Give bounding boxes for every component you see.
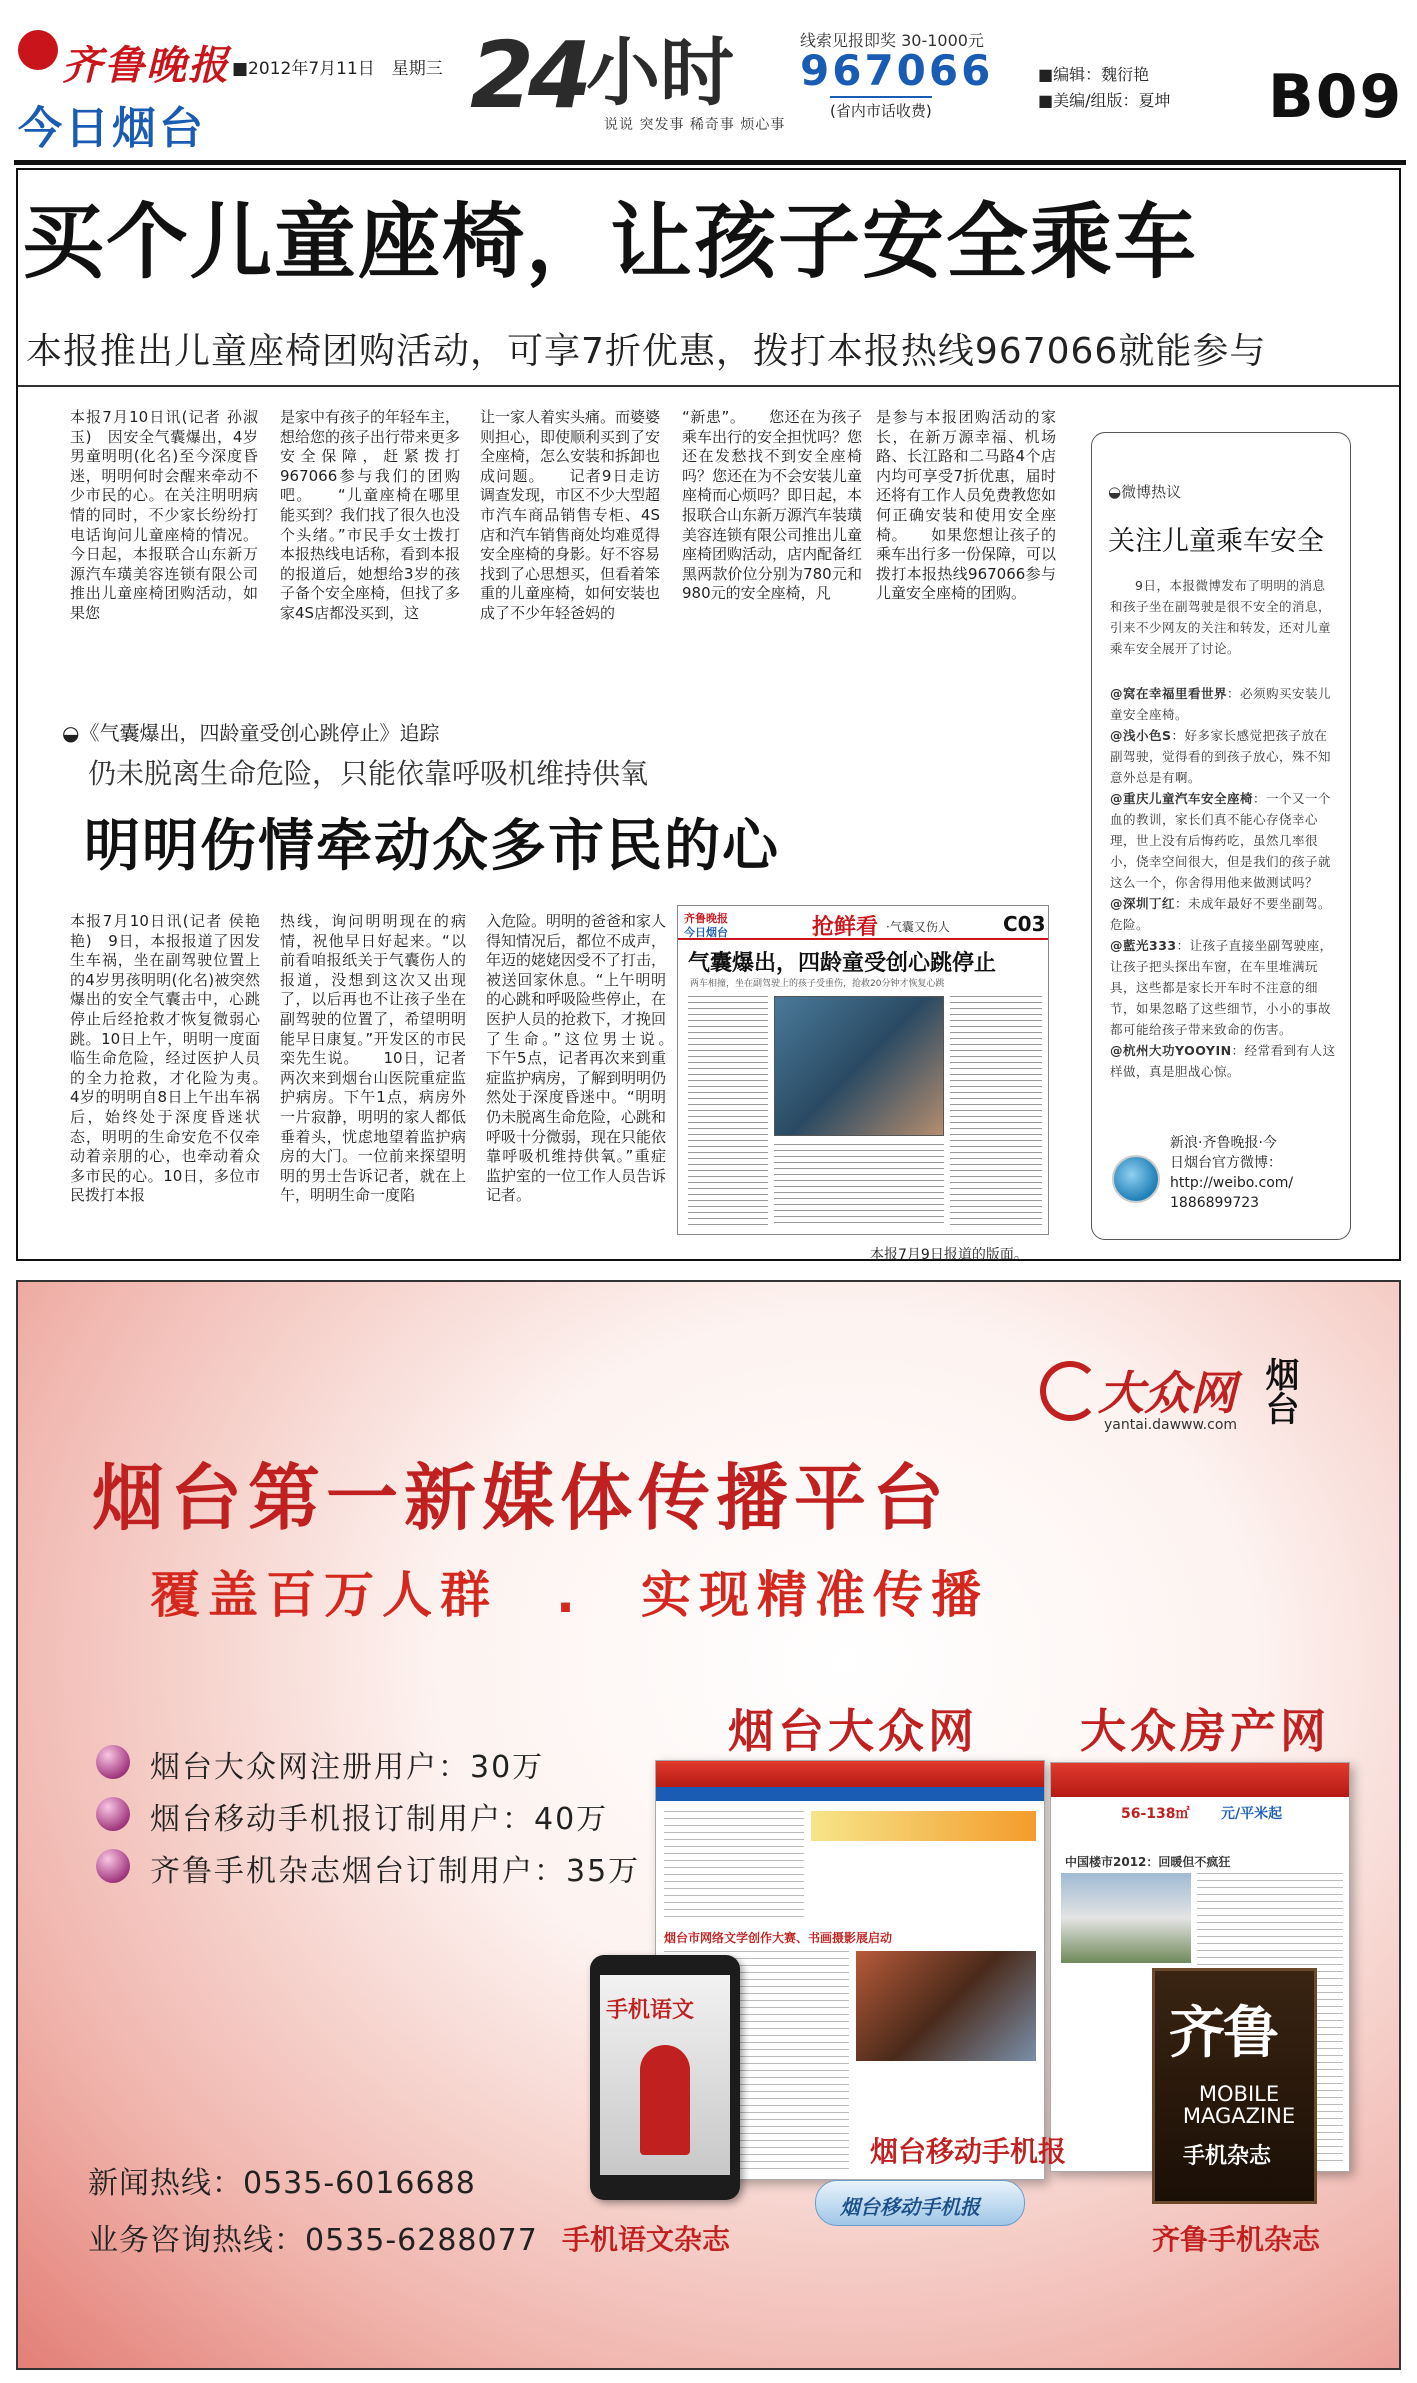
news-site-nav xyxy=(656,1787,1044,1801)
ad-bullet-3: 齐鲁手机杂志烟台订制用户：35万 xyxy=(150,1854,641,1889)
article1-subheadline: 本报推出儿童座椅团购活动，可享7折优惠，拨打本报热线967066就能参与 xyxy=(26,331,1267,372)
weibo-footer-line2: 日烟台官方微博： xyxy=(1170,1155,1282,1171)
ad-headline: 烟台第一新媒体传播平台 xyxy=(92,1456,951,1540)
logo-swoosh-icon xyxy=(1040,1361,1100,1421)
ad-bullet-1: 烟台大众网注册用户：30万 xyxy=(150,1750,545,1785)
brand-subtitle: 说说 突发事 稀奇事 烦心事 xyxy=(604,117,786,133)
article2-headline: 明明伤情牵动众多市民的心 xyxy=(84,814,780,879)
weibo-post xyxy=(1110,935,1340,1040)
paper-name: 齐鲁晚报 xyxy=(62,42,230,89)
weibo-user: @藍光333 xyxy=(1110,938,1177,953)
weibo-sidebar xyxy=(1091,432,1351,1240)
weibo-post-text: ：让孩子直接坐副驾驶座，让孩子把头探出车窗，在车里堆满玩具，这些都是家长开车时不注意的细节，如果忽略了这些细节，小小的事故都可能给孩子带来致命的伤害。 xyxy=(1110,938,1333,1037)
product-label-phone-magazine: 手机语文杂志 xyxy=(562,2223,731,2256)
designer-credit: ■美编/组版：夏坤 xyxy=(1038,91,1171,110)
dazhong-logo xyxy=(1040,1355,1310,1445)
previous-page-thumbnail xyxy=(677,905,1049,1235)
article1-column-2: 是家中有孩子的年轻车主，想给您的孩子出行带来更多安全保障，赶紧拨打967066参与我们的团购吧。 “儿童座椅在哪里能买到？我们找了很久也没个头绪。”市民手女士拨打本报热线电话称，看到本报的报道后，她想给3岁的孩子备个安全座椅，但找了多家4S店都没买到，这 xyxy=(280,408,460,622)
weibo-post xyxy=(1110,1040,1340,1082)
weibo-logo-icon xyxy=(1112,1155,1160,1203)
weibo-post-text: ：经常看到有人这样做，真是胆战心惊。 xyxy=(1110,1043,1336,1079)
phone-screen-title: 手机语文 xyxy=(606,1998,695,2023)
bullet-icon xyxy=(96,1797,130,1831)
article1-column-4: “新患”。 您还在为孩子乘车出行的安全担忧吗？您还在发愁找不到安全座椅吗？您还在为不会安装儿童座椅而心烦吗？即日起，本报联合山东新万源汽车装璜美容连锁有限公司推出儿童座椅团购活动，店内配备红黑两款价位分别为780元和980元的安全座椅，凡 xyxy=(682,408,862,603)
weibo-post xyxy=(1110,788,1340,893)
thumbnail-paper: 齐鲁晚报 xyxy=(684,912,728,925)
thumbnail-text-right xyxy=(950,996,1042,1226)
phone-screen xyxy=(600,1975,730,2175)
logo-text: 大众网 xyxy=(1098,1366,1236,1420)
magazine-cn: 手机杂志 xyxy=(1183,2144,1272,2169)
site-label-dazhong: 烟台大众网 xyxy=(728,1704,978,1758)
weibo-post-text: ：未成年最好不要坐副驾。危险。 xyxy=(1110,896,1332,932)
article1-rule xyxy=(18,385,1399,387)
news-site-photo xyxy=(856,1951,1036,2061)
ad-bullet-2: 烟台移动手机报订制用户：40万 xyxy=(150,1802,609,1837)
weibo-footer-url[interactable]: http://weibo.com/ xyxy=(1170,1175,1294,1191)
ad-subheadline: 覆盖百万人群 . 实现精准传播 xyxy=(150,1566,989,1624)
thumbnail-column: 抢鲜看 xyxy=(812,915,879,940)
article2-column-3: 入危险。明明的爸爸和家人得知情况后，都位不成声，年迈的姥姥因受不了打击，被送回家休息。“上午明明的心跳和呼吸险些停止，在医护人员的抢救下，才挽回了生命。”这位男士说。 下午5点，记者再次来到重症监护病房，了解到明明仍然处于深度昏迷中。“明明仍未脱离生命危险，心跳和呼吸十分微弱，现在只能依靠呼吸机维持供氧。”重症监护室的一位工作人员告诉记者。 xyxy=(486,912,666,1205)
weibo-footer-id: 1886899723 xyxy=(1170,1195,1260,1211)
weibo-post-text: ：一个又一个血的教训，家长们真不能心存侥幸心理，世上没有后悔药吃，虽然几率很小，侥幸空间很大，但是我们的孩子就这么一个，你舍得用他来做测试吗？ xyxy=(1110,791,1332,890)
weibo-user: @深圳丁红 xyxy=(1110,896,1176,911)
weibo-post-text: ：好多家长感觉把孩子放在副驾驶，觉得看的到孩子放心，殊不知意外总是有啊。 xyxy=(1110,728,1332,785)
magazine-title: 齐鲁 xyxy=(1169,2000,1277,2066)
hotline-note: (省内市话收费) xyxy=(830,96,932,121)
editor-credit: ■编辑：魏衍艳 xyxy=(1038,65,1150,84)
house-site-header xyxy=(1051,1763,1349,1797)
news-site-banner: 烟台市网络文学创作大赛、书画摄影展启动 xyxy=(664,1931,893,1945)
article2-kicker: 仍未脱离生命危险，只能依靠呼吸机维持供氧 xyxy=(88,757,649,790)
article2-column-1: 本报7月10日讯(记者 侯艳艳) 9日，本报报道了因发生车祸，坐在副驾驶位置上的4岁男孩明明(化名)被突然爆出的安全气囊击中，心跳停止后经抢救才恢复微弱心跳。10日上午，明明一度面临生命危险，经过医护人员的全力抢救，才化险为夷。 4岁的明明自8日上午出车祸后，始终处于深度昏迷状态，明明的生命安危不仅牵动着亲朋的心，也牵动着众多市民的心。10日，多位市民拨打本报 xyxy=(70,912,260,1205)
masthead-rule xyxy=(14,160,1406,165)
article1-headline: 买个儿童座椅，让孩子安全乘车 xyxy=(22,195,1199,290)
logo-city: 烟台 xyxy=(1259,1357,1299,1425)
page-number: B09 xyxy=(1268,62,1404,132)
business-hotline: 业务咨询热线：0535-6288077 xyxy=(88,2223,538,2258)
weibo-user: @重庆儿童汽车安全座椅 xyxy=(1110,791,1254,806)
logo-url: yantai.dawww.com xyxy=(1104,1417,1238,1433)
house-sale-tag: 元/平米起 xyxy=(1221,1806,1283,1822)
weibo-label: ◒微博热议 xyxy=(1108,483,1182,501)
thumbnail-subcolumn: ·气囊又伤人 xyxy=(886,920,950,934)
masthead xyxy=(0,0,1417,160)
brand-badge xyxy=(470,22,788,140)
weibo-intro-text: 9日，本报微博发布了明明的消息和孩子坐在副驾驶是很不安全的消息，引来不少网友的关注和转发，还对儿童乘车安全展开了讨论。 xyxy=(1110,578,1332,656)
mobile-paper-badge xyxy=(815,2180,1025,2226)
product-label-mobile-magazine: 齐鲁手机杂志 xyxy=(1152,2223,1321,2256)
magazine-cover xyxy=(1152,1968,1317,2204)
phone-device xyxy=(590,1955,740,2200)
article1-column-5: 是参与本报团购活动的家长，在新万源幸福、机场路、长江路和二马路4个店内均可享受7折优惠，届时还将有工作人员免费教您如何正确安装和使用安全座椅。 如果您想让孩子的乘车出行多一份保障，可以拨打本报热线967066参与儿童安全座椅的团购。 xyxy=(876,408,1056,603)
weibo-intro xyxy=(1110,575,1338,659)
product-label-mobile-paper: 烟台移动手机报 xyxy=(870,2135,1067,2168)
weibo-title: 关注儿童乘车安全 xyxy=(1108,526,1324,557)
thumbnail-page: C03 xyxy=(1003,912,1046,936)
house-price-tag: 56-138㎡ xyxy=(1121,1806,1190,1822)
weibo-user: @浅小色S xyxy=(1110,728,1172,743)
site-label-house: 大众房产网 xyxy=(1080,1704,1330,1758)
thumbnail-text-bottom xyxy=(774,1144,944,1226)
thumbnail-section: 今日烟台 xyxy=(684,926,728,939)
weibo-user: @杭州大功YOOYIN xyxy=(1110,1043,1232,1058)
article2-column-2: 热线，询问明明现在的病情，祝他早日好起来。“以前看咱报纸关于气囊伤人的报道，没想到这次又出现了，以后再也不让孩子坐在副驾驶的位置了，希望明明能早日康复。”开发区的市民栾先生说。 10日，记者两次来到烟台山医院重症监护病房。下午1点，病房外一片寂静，明明的家人都低垂着头，忧虑地望着监护病房的大门。一位前来探望明明的男士告诉记者，就在上午，明明生命一度陷 xyxy=(280,912,466,1205)
news-site-ad xyxy=(811,1811,1036,1841)
bullet-icon xyxy=(96,1849,130,1883)
thumbnail-header xyxy=(678,906,1048,940)
article2-tagline: ◒《气囊爆出，四龄童受创心跳停止》追踪 xyxy=(62,721,440,745)
weibo-user: @窝在幸福里看世界 xyxy=(1110,686,1228,701)
phone-figure-icon xyxy=(640,2045,690,2155)
weibo-post xyxy=(1110,725,1340,788)
thumbnail-photo xyxy=(774,996,944,1136)
news-site-text xyxy=(664,1811,804,1921)
weibo-post-text: ：必须购买安装儿童安全座椅。 xyxy=(1110,686,1332,722)
hotline-caption: 线索见报即奖 30-1000元 xyxy=(800,31,984,50)
paper-logo xyxy=(18,30,58,70)
weibo-footer-line1: 新浪·齐鲁晚报·今 xyxy=(1170,1135,1277,1151)
section-name: 今日烟台 xyxy=(18,103,206,154)
news-hotline: 新闻热线：0535-6016688 xyxy=(88,2166,476,2201)
thumbnail-headline: 气囊爆出，四龄童受创心跳停止 xyxy=(688,951,997,976)
thumbnail-text-left xyxy=(688,996,768,1226)
magazine-en: MOBILE MAGAZINE xyxy=(1182,2082,1296,2128)
weibo-post xyxy=(1110,893,1340,935)
brand-text: 小时 xyxy=(586,30,734,116)
weibo-post-list xyxy=(1110,683,1340,1082)
thumbnail-deck: 两车相撞，坐在副驾驶上的孩子受重伤，抢救20分钟才恢复心跳 xyxy=(690,979,945,989)
brand-number: 24 xyxy=(470,22,587,129)
issue-date: ■2012年7月11日 星期三 xyxy=(232,59,443,79)
article1-column-1: 本报7月10日讯(记者 孙淑玉) 因安全气囊爆出，4岁男童明明(化名)至今深度昏迷，明明何时会醒来牵动不少市民的心。在关注明明病情的同时，不少家长纷纷打电话询问儿童座椅的情况。今日起，本报联合山东新万源汽车璜美容连锁有限公司推出儿童座椅团购活动，如果您 xyxy=(70,408,258,622)
house-site-banner: 中国楼市2012：回暖但不疯狂 xyxy=(1065,1855,1231,1869)
weibo-post xyxy=(1110,683,1340,725)
bullet-icon xyxy=(96,1745,130,1779)
house-site-photo xyxy=(1061,1873,1191,1963)
article1-column-3: 让一家人着实头痛。而婆婆则担心，即使顺利买到了安全座椅，怎么安装和拆卸也成问题。 记者9日走访调查发现，市区不少大型超市汽车商品销售专柜、4S店和汽车销售商处均难觅得安全座椅的身影。好不容易找到了心思想买，但看着笨重的儿童座椅，如何安装也成了不少年轻爸妈的 xyxy=(480,408,660,622)
weibo-footer xyxy=(1170,1133,1293,1213)
hotline-number: 967066 xyxy=(800,46,994,95)
mobile-paper-badge-text: 烟台移动手机报 xyxy=(840,2195,980,2219)
news-site-header xyxy=(656,1761,1044,1787)
thumbnail-caption: 本报7月9日报道的版面。 xyxy=(870,1247,1028,1263)
